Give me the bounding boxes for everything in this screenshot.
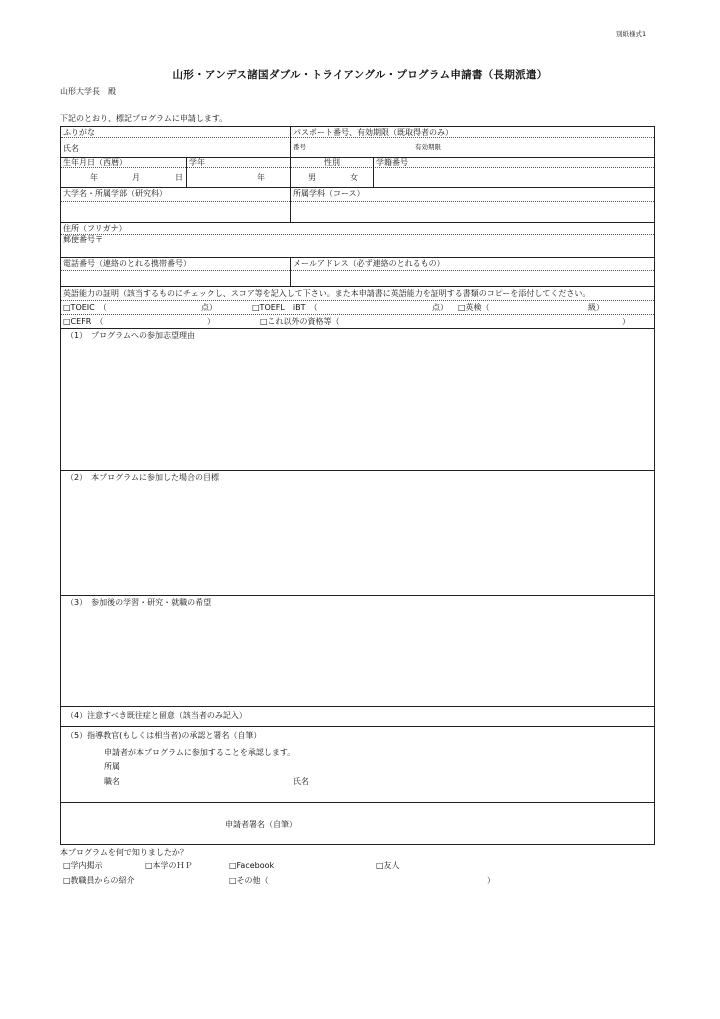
survey-option-facebook[interactable]: □Facebook	[229, 861, 275, 870]
toefl-unit: 点）	[432, 303, 448, 312]
toeic-checkbox[interactable]: □TOEIC （	[63, 303, 107, 312]
name-label: 氏名	[63, 144, 79, 153]
approval-statement: 申請者が本プログラムに参加することを承認します。	[104, 748, 296, 757]
addressee: 山形大学長 殿	[60, 87, 116, 96]
survey-option-staff-referral[interactable]: □教職員からの紹介	[63, 876, 135, 885]
grade-year-unit: 年	[257, 173, 265, 182]
toeic-unit: 点）	[201, 303, 217, 312]
toefl-checkbox[interactable]: □TOEFL iBT （	[252, 303, 318, 312]
divider	[186, 157, 187, 187]
survey-option-website[interactable]: □本学のＨＰ	[145, 861, 193, 870]
year-grade-label: 学年	[189, 158, 205, 167]
other-qualification-checkbox[interactable]: □これ以外の資格等（	[260, 317, 340, 326]
divider	[290, 126, 291, 157]
cefr-checkbox[interactable]: □CEFR （	[63, 317, 104, 326]
eiken-checkbox[interactable]: □英検（	[458, 303, 490, 312]
furigana-label: ふりがな	[63, 128, 95, 137]
divider	[60, 328, 655, 329]
student-number-label: 学籍番号	[376, 158, 408, 167]
divider	[61, 270, 654, 271]
survey-option-other-close: ）	[487, 876, 495, 885]
divider	[60, 706, 655, 707]
divider	[61, 300, 654, 301]
divider	[290, 157, 291, 187]
department-label: 所属学科（コース）	[293, 189, 365, 198]
form-number: 別紙様式1	[616, 30, 647, 38]
divider	[290, 187, 291, 222]
passport-number-label: 番号	[293, 143, 306, 151]
divider	[60, 286, 655, 287]
gender-female: 女	[350, 173, 358, 182]
divider	[373, 157, 374, 187]
gender-label: 性別	[324, 158, 340, 167]
section-medical-history-heading: （4）注意すべき既往症と留意（該当者のみ記入）	[66, 711, 247, 720]
section-future-plans-heading: （3） 参加後の学習・研究・就職の希望	[66, 598, 212, 607]
divider	[61, 167, 654, 168]
divider	[61, 137, 289, 138]
section-goals-heading: （2） 本プログラムに参加した場合の目標	[66, 473, 220, 482]
postal-code-label: 郵便番号〒	[63, 235, 103, 244]
applicant-signature-label: 申請者署名（自筆）	[225, 820, 297, 829]
passport-expiry-label: 有効期限	[415, 143, 441, 151]
gender-male: 男	[308, 173, 316, 182]
eiken-unit: 級）	[588, 303, 604, 312]
survey-option-other[interactable]: □その他（	[229, 876, 269, 885]
section-motivation-heading: （1） プログラムへの参加志望理由	[66, 331, 196, 340]
divider	[291, 137, 654, 138]
divider	[60, 157, 655, 158]
survey-option-friend[interactable]: □友人	[376, 861, 400, 870]
cefr-close: ）	[207, 317, 215, 326]
other-qualification-close: ）	[622, 317, 630, 326]
birth-year-unit: 年	[90, 173, 98, 182]
divider	[60, 257, 655, 258]
birth-day-unit: 日	[175, 173, 183, 182]
supervisor-affiliation-label: 所属	[104, 762, 120, 771]
section-supervisor-approval-heading: （5）指導教官(もしくは相当者)の承認と署名（自筆）	[66, 731, 262, 740]
divider	[290, 257, 291, 286]
birth-date-label: 生年月日（西暦）	[63, 158, 127, 167]
divider	[60, 802, 655, 803]
english-instruction: 英語能力の証明（該当するものにチェックし、スコア等を記入して下さい。また本申請書に英語能力を証明する書類のコピーを添付してください。	[63, 289, 591, 298]
divider	[60, 595, 655, 596]
survey-option-campus-notice[interactable]: □学内掲示	[63, 861, 103, 870]
phone-label: 電話番号（連絡のとれる携帯番号）	[63, 259, 191, 268]
supervisor-position-label: 職名	[104, 777, 120, 786]
email-label: メールアドレス（必ず連絡のとれるもの）	[293, 259, 445, 268]
divider	[60, 187, 655, 188]
divider	[61, 234, 654, 235]
divider	[60, 470, 655, 471]
divider	[60, 726, 655, 727]
intro-text: 下記のとおり、標記プログラムに申請します。	[60, 114, 228, 123]
birth-month-unit: 月	[132, 173, 140, 182]
divider	[60, 222, 655, 223]
address-label: 住所（フリガナ）	[63, 224, 127, 233]
passport-label: パスポート番号、有効期限（既取得者のみ）	[293, 128, 453, 137]
divider	[61, 314, 654, 315]
page-title: 山形・アンデス諸国ダブル・トライアングル・プログラム申請書（長期派遣）	[172, 69, 548, 81]
supervisor-name-label: 氏名	[293, 777, 309, 786]
university-label: 大学名・所属学部（研究科）	[63, 189, 167, 198]
divider	[61, 201, 654, 202]
survey-question: 本プログラムを何で知りましたか？	[60, 848, 188, 857]
